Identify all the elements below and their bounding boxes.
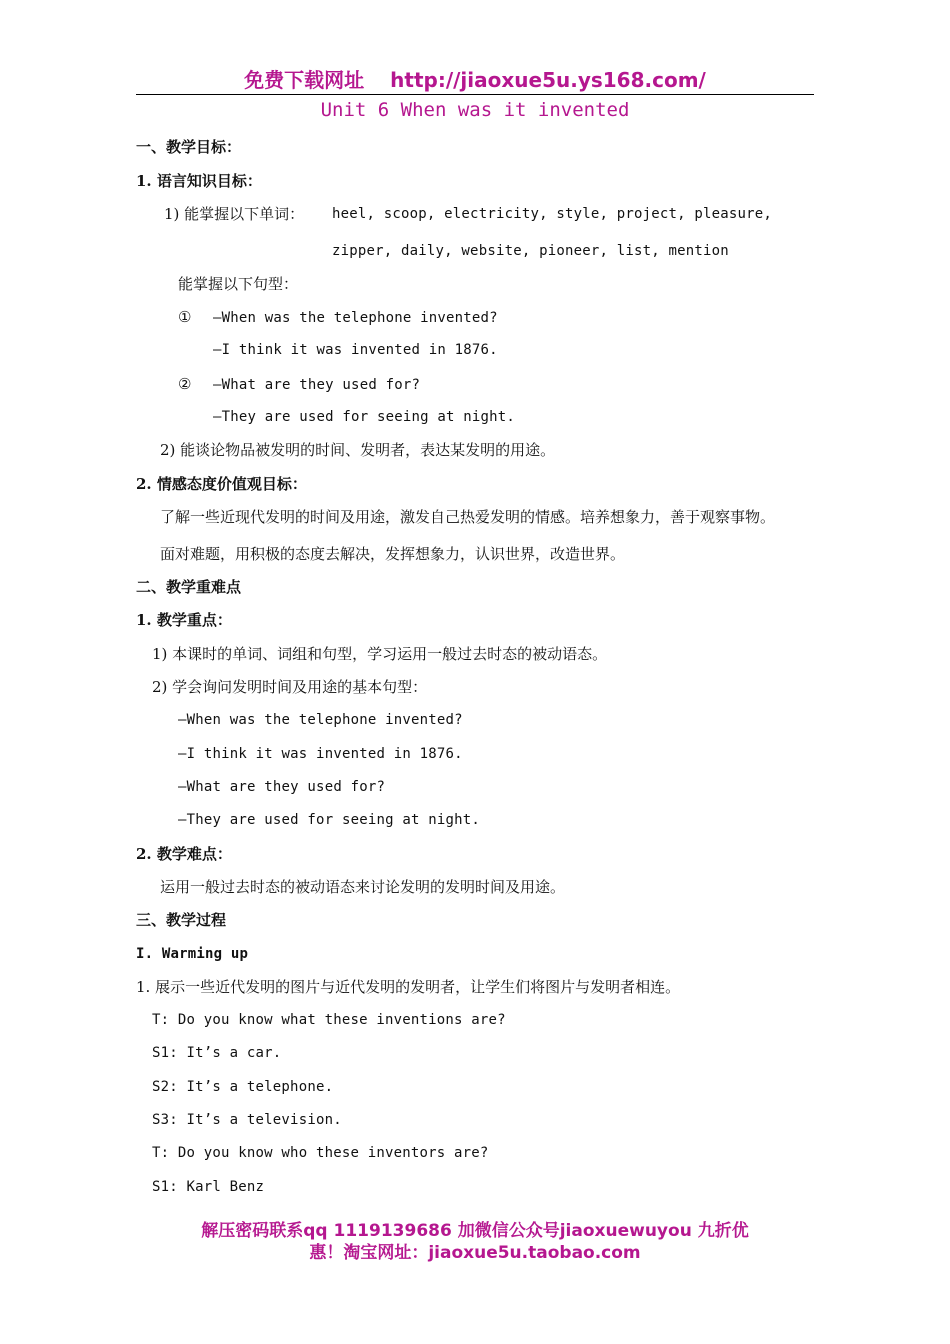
vocab-list-row-2: zipper, daily, website, pioneer, list, mention xyxy=(332,243,729,259)
subheading-language-goals: 1. 语言知识目标： xyxy=(136,172,262,190)
pattern-1-question: —When was the telephone invented? xyxy=(213,310,498,326)
emotional-goal-text-1: 了解一些近现代发明的时间及用途，激发自己热爱发明的情感。培养想象力，善于观察事物。 xyxy=(160,508,776,526)
key-pattern-answer-1: —I think it was invented in 1876. xyxy=(178,746,463,762)
subheading-key-points: 1. 教学重点： xyxy=(136,611,232,629)
key-pattern-question-2: —What are they used for? xyxy=(178,779,386,795)
emotional-goal-text-2: 面对难题，用积极的态度去解决，发挥想象力，认识世界，改造世界。 xyxy=(160,545,626,563)
dialogue-line: S2: It’s a telephone. xyxy=(152,1079,334,1095)
dialogue-line: S1: Karl Benz xyxy=(152,1179,265,1195)
pattern-2-answer: —They are used for seeing at night. xyxy=(213,409,516,425)
section-heading-objectives: 一、教学目标： xyxy=(136,138,242,156)
bullet-circled-1: ① xyxy=(178,308,192,326)
subheading-warming-up: I. Warming up xyxy=(136,946,249,962)
goal-2-text: 2) 能谈论物品被发明的时间、发明者，表达某发明的用途。 xyxy=(160,441,556,459)
dialogue-line: S3: It’s a television. xyxy=(152,1112,342,1128)
page-header xyxy=(136,66,814,95)
dialogue-line: T: Do you know who these inventors are? xyxy=(152,1145,489,1161)
vocab-intro: 1) 能掌握以下单词： xyxy=(164,205,305,223)
footer-contact-line-1: 解压密码联系qq 1119139686 加微信公众号jiaoxuewuyou 九折优 xyxy=(201,1221,749,1241)
dialogue-line: T: Do you know what these inventions are? xyxy=(152,1012,506,1028)
pattern-2-question: —What are they used for? xyxy=(213,377,421,393)
section-heading-key-points: 二、教学重难点 xyxy=(136,578,242,596)
vocab-list-row-1: heel, scoop, electricity, style, project, pleasure, xyxy=(332,206,773,222)
dialogue-line: S1: It’s a car. xyxy=(152,1045,282,1061)
footer-contact-line-2: 惠！淘宝网址：jiaoxue5u.taobao.com xyxy=(309,1243,641,1263)
key-pattern-answer-2: —They are used for seeing at night. xyxy=(178,812,481,828)
header-site-label: 免费下载网址 xyxy=(244,68,365,92)
header-url-link[interactable]: http://jiaoxue5u.ys168.com/ xyxy=(390,68,706,92)
subheading-difficult-points: 2. 教学难点： xyxy=(136,845,232,863)
key-point-2: 2) 学会询问发明时间及用途的基本句型： xyxy=(152,678,428,696)
difficult-point-text: 运用一般过去时态的被动语态来讨论发明的发明时间及用途。 xyxy=(160,878,566,896)
bullet-circled-2: ② xyxy=(178,375,192,393)
pattern-1 xyxy=(178,307,498,328)
pattern-1-answer: —I think it was invented in 1876. xyxy=(213,342,498,358)
pattern-intro: 能掌握以下句型： xyxy=(178,275,299,293)
key-point-1: 1) 本课时的单词、词组和句型，学习运用一般过去时态的被动语态。 xyxy=(152,645,608,663)
procedure-step-1: 1. 展示一些近代发明的图片与近代发明的发明者，让学生们将图片与发明者相连。 xyxy=(136,978,681,996)
key-pattern-question-1: —When was the telephone invented? xyxy=(178,712,463,728)
pattern-2 xyxy=(178,374,420,395)
subheading-emotional-goals: 2. 情感态度价值观目标： xyxy=(136,475,307,493)
section-heading-procedure: 三、教学过程 xyxy=(136,911,227,929)
document-title: Unit 6 When was it invented xyxy=(320,99,630,121)
